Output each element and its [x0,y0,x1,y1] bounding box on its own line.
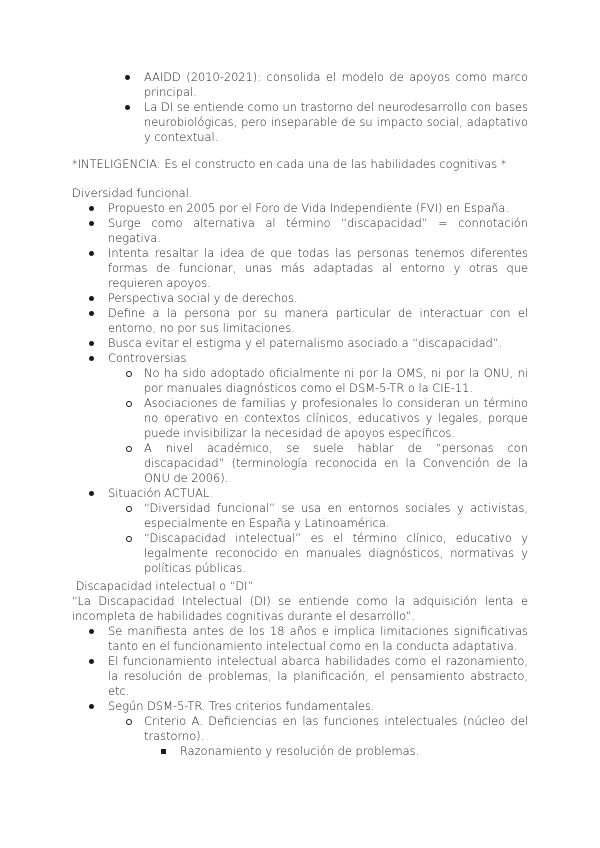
list-item: El funcionamiento intelectual abarca habilidades como el razonamiento, la resolución de problemas, la planificación, el pensamiento abstracto, etc. [72,654,528,699]
list-item: Se manifiesta antes de los 18 años e implica limitaciones significativas tanto en el funcionamiento intelectual como en la conducta adaptativa. [72,624,528,654]
inteligencia-note: *INTELIGENCIA: Es el constructo en cada una de las habilidades cognitivas * [72,157,507,171]
sub-list-item: “Diversidad funcional” se usa en entornos sociales y activistas, especialmente en España y Latinoamérica. [72,501,528,531]
list-item: Busca evitar el estigma y el paternalismo asociado a “discapacidad”. [72,336,528,351]
sub-list-item: Asociaciones de familias y profesionales lo consideran un término no operativo en contextos clínicos, educativos y legales, porque puede invisibilizar la necesidad de apoyos específicos. [72,396,528,441]
list-item: AAIDD (2010-2021): consolida el modelo de apoyos como marco principal. [72,70,528,100]
diversidad-section [72,186,528,576]
intro-list [72,70,528,145]
di-definition: “La Discapacidad Intelectual (DI) se entiende como la adquisición lenta e incompleta de habilidades cognitivas durante el desarrollo”. [72,594,528,623]
controversias-item [72,351,528,366]
list-item: Define a la persona por su manera particular de interactuar con el entorno, no por sus limitaciones. [72,306,528,336]
di-section [72,579,528,759]
sub-sub-list-item: Razonamiento y resolución de problemas. [72,744,528,759]
list-item: Propuesto en 2005 por el Foro de Vida Independiente (FVI) en España. [72,201,528,216]
inteligencia-note-block [72,157,528,172]
sub-list-item: Criterio A. Deficiencias en las funciones intelectuales (núcleo del trastorno). [72,714,528,744]
list-item: Intenta resaltar la idea de que todas las personas tenemos diferentes formas de funcionar, unas más adaptadas al entorno y otras que requieren apoyos. [72,246,528,291]
sub-list-item: A nivel académico, se suele hablar de “personas con discapacidad” (terminología reconocida en la Convención de la ONU de 2006). [72,441,528,486]
situacion-label: Situación ACTUAL. [108,486,213,500]
sub-list-item: No ha sido adoptado oficialmente ni por la OMS, ni por la ONU, ni por manuales diagnósticos como el DSM-5-TR o la CIE-11. [72,366,528,396]
situacion-item [72,486,528,501]
list-item: Surge como alternativa al término “discapacidad” = connotación negativa. [72,216,528,246]
list-item: La DI se entiende como un trastorno del neurodesarrollo con bases neurobiológicas, pero inseparable de su impacto social, adaptativo y contextual. [72,100,528,145]
controversias-label: Controversias [108,351,187,365]
intro-list-block [72,70,528,145]
diversidad-heading: Diversidad funcional. [72,186,193,200]
diversidad-list [72,201,528,576]
sub-list-item: “Discapacidad intelectual” es el término clínico, educativo y legalmente reconocido en manuales diagnósticos, normativas y políticas públicas. [72,531,528,576]
di-heading: Discapacidad intelectual o “DI” [72,579,254,593]
list-item: Perspectiva social y de derechos. [72,291,528,306]
list-item: Según DSM-5-TR. Tres criterios fundamentales. [72,699,528,714]
di-list [72,624,528,759]
